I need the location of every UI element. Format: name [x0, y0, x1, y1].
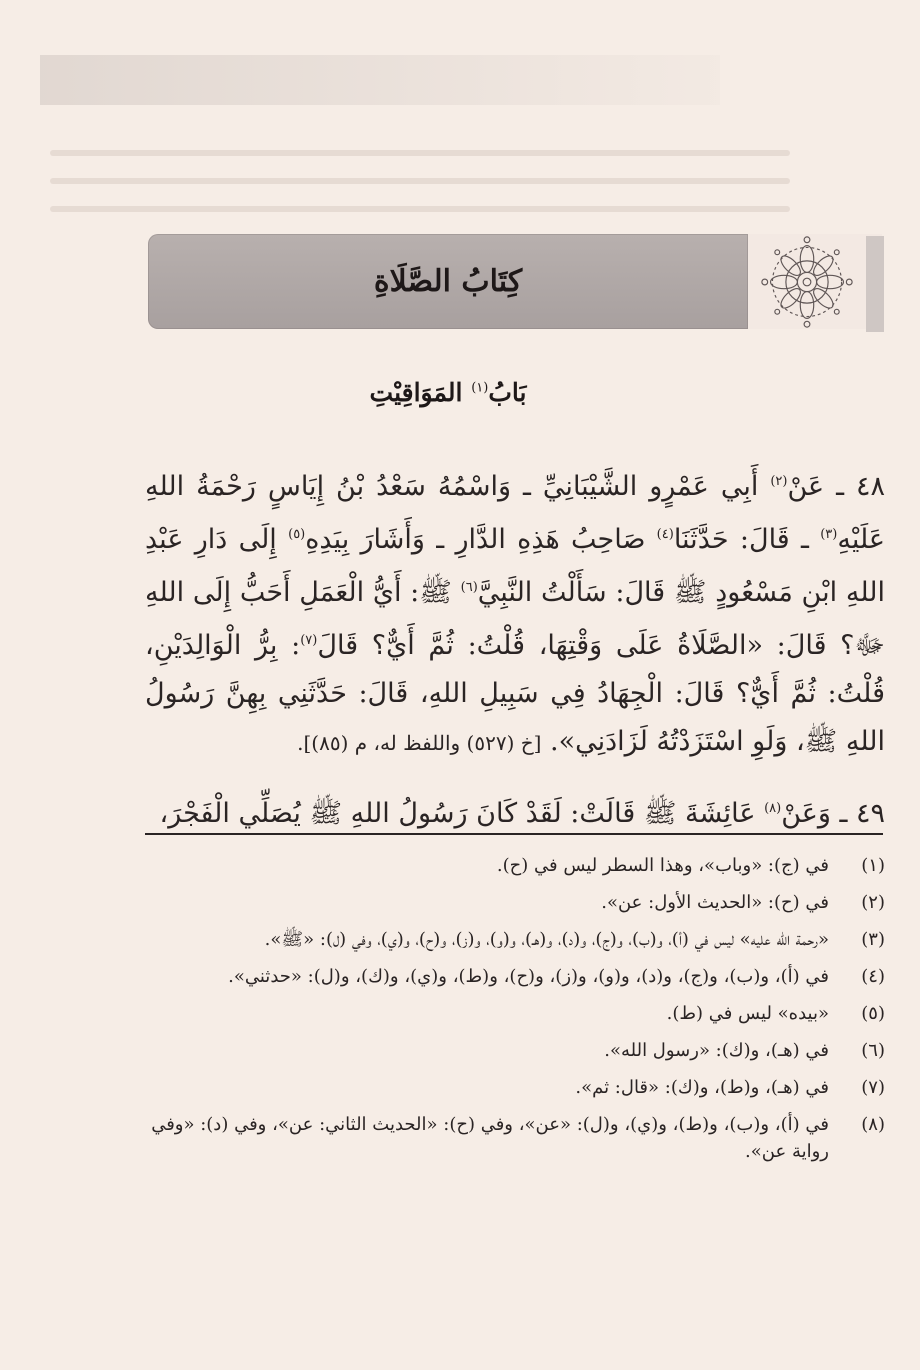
footnote	[145, 926, 885, 953]
hadith-48	[145, 458, 885, 767]
footnote-number: (٨)	[861, 1114, 885, 1135]
footnote-text: في (أ)، و(ب)، و(ج)، و(د)، و(و)، و(ز)، و(ح)، و(ط)، و(ي)، و(ك)، و(ل): «حدثني».	[228, 966, 829, 987]
page-edge-tab	[866, 236, 884, 332]
footnote-marker: (٢)	[770, 474, 788, 489]
footnote-text: في (ح): «الحديث الأول: عن».	[601, 892, 829, 913]
footnote-text: في (هـ)، و(ك): «رسول الله».	[604, 1040, 829, 1061]
footnote-marker: (٦)	[460, 580, 478, 595]
bleed-through-line	[50, 206, 790, 212]
hadith-text: : بِرُّ الْوَالِدَيْنِ، قُلْتُ: ثُمَّ أَيٌّ؟ قَالَ: الْجِهَادُ فِي سَبِيلِ اللهِ، قَالَ: حَدَّثَنِي بِهِنَّ رَسُولُ اللهِ ﷺ، وَلَوِ اسْتَزَدْتُهُ لَزَادَنِي».	[145, 630, 885, 757]
chapter-name: المَوَاقِيْتِ	[369, 378, 463, 407]
hadith-text: أَبِي عَمْرٍو الشَّيْبَانِيِّ ـ وَاسْمُهُ سَعْدُ بْنُ إِيَاسٍ رَحْمَةُ اللهِ عَلَيْهِ	[145, 471, 886, 555]
footnote-text: في (هـ)، و(ط)، و(ك): «قال: ثم».	[575, 1077, 829, 1098]
footnote	[145, 852, 885, 879]
hadith-text: عَائِشَةَ ﷺ قَالَتْ: لَقَدْ كَانَ رَسُولُ اللهِ ﷺ يُصَلِّي الْفَجْرَ،	[159, 798, 765, 829]
bleed-through-header	[40, 55, 720, 105]
footnote-number: (٧)	[861, 1077, 885, 1098]
footnote	[145, 1111, 885, 1165]
footnote	[145, 1037, 885, 1064]
footnote-number: (٥)	[861, 1003, 885, 1024]
footnote	[145, 1000, 885, 1027]
footnote	[145, 889, 885, 916]
footnote-number: (١)	[861, 855, 885, 876]
chapter-heading	[148, 378, 748, 407]
hadith-text: صَاحِبُ هَذِهِ الدَّارِ ـ وَأَشَارَ بِيَدِهِ	[305, 524, 657, 555]
rosette-ornament-icon	[748, 230, 866, 334]
bleed-through-line	[50, 150, 790, 156]
footnote-number: (٤)	[861, 966, 885, 987]
hadith-text: ﷺ: أَيُّ الْعَمَلِ أَحَبُّ إِلَى اللهِ ﷻ؟ قَالَ: «الصَّلَاةُ عَلَى وَقْتِهَا، قُلْتُ: ثُمَّ أَيٌّ؟ قَالَ	[145, 577, 885, 661]
footnote-text: «رحمة الله عليه» ليس في (أ)، و(ب)، و(ج)، و(د)، و(هـ)، و(و)، و(ز)، و(ح)، و(ي)، وفي (ل): «ﷺ».	[264, 929, 829, 950]
hadith-source: [خ (٥٢٧) واللفظ له، م (٨٥)].	[297, 731, 542, 755]
footnote-marker: (٥)	[288, 527, 306, 542]
footnote-marker: (٨)	[764, 801, 782, 816]
footnote-marker: (٣)	[820, 527, 838, 542]
hadith-49	[145, 785, 885, 838]
footnote-marker: (٧)	[300, 633, 318, 648]
bleed-through-line	[50, 178, 790, 184]
book-title: كِتَابُ الصَّلَاةِ	[373, 264, 523, 299]
footnotes	[145, 852, 885, 1175]
footnote-text: في (أ)، و(ب)، و(ط)، و(ي)، و(ل): «عن»، وفي (ح): «الحديث الثاني: عن»، وفي (د): «وفي رواية عن».	[151, 1114, 829, 1162]
hadith-body	[145, 458, 885, 838]
chapter-label: بَابُ	[488, 378, 527, 407]
hadith-text: ـ قَالَ: حَدَّثَنَا	[673, 524, 821, 555]
footnote-number: (٢)	[861, 892, 885, 913]
footnote-number: (٦)	[861, 1040, 885, 1061]
hadith-text: ٤٩ ـ وَعَنْ	[781, 798, 885, 829]
footnote-text: في (ج): «وباب»، وهذا السطر ليس في (ح).	[496, 855, 829, 876]
footnote-marker: (١)	[471, 380, 489, 396]
footnote-marker: (٤)	[656, 527, 674, 542]
footnote	[145, 963, 885, 990]
footnote-text: «بيده» ليس في (ط).	[666, 1003, 829, 1024]
footnote-divider	[145, 833, 883, 835]
book-title-banner	[148, 234, 748, 329]
hadith-text: ٤٨ ـ عَنْ	[787, 471, 885, 502]
footnote	[145, 1074, 885, 1101]
hadith-text: إِلَى دَارِ عَبْدِ اللهِ ابْنِ مَسْعُودٍ ﷺ قَالَ: سَأَلْتُ النَّبِيَّ	[145, 524, 885, 608]
footnote-number: (٣)	[861, 929, 885, 950]
